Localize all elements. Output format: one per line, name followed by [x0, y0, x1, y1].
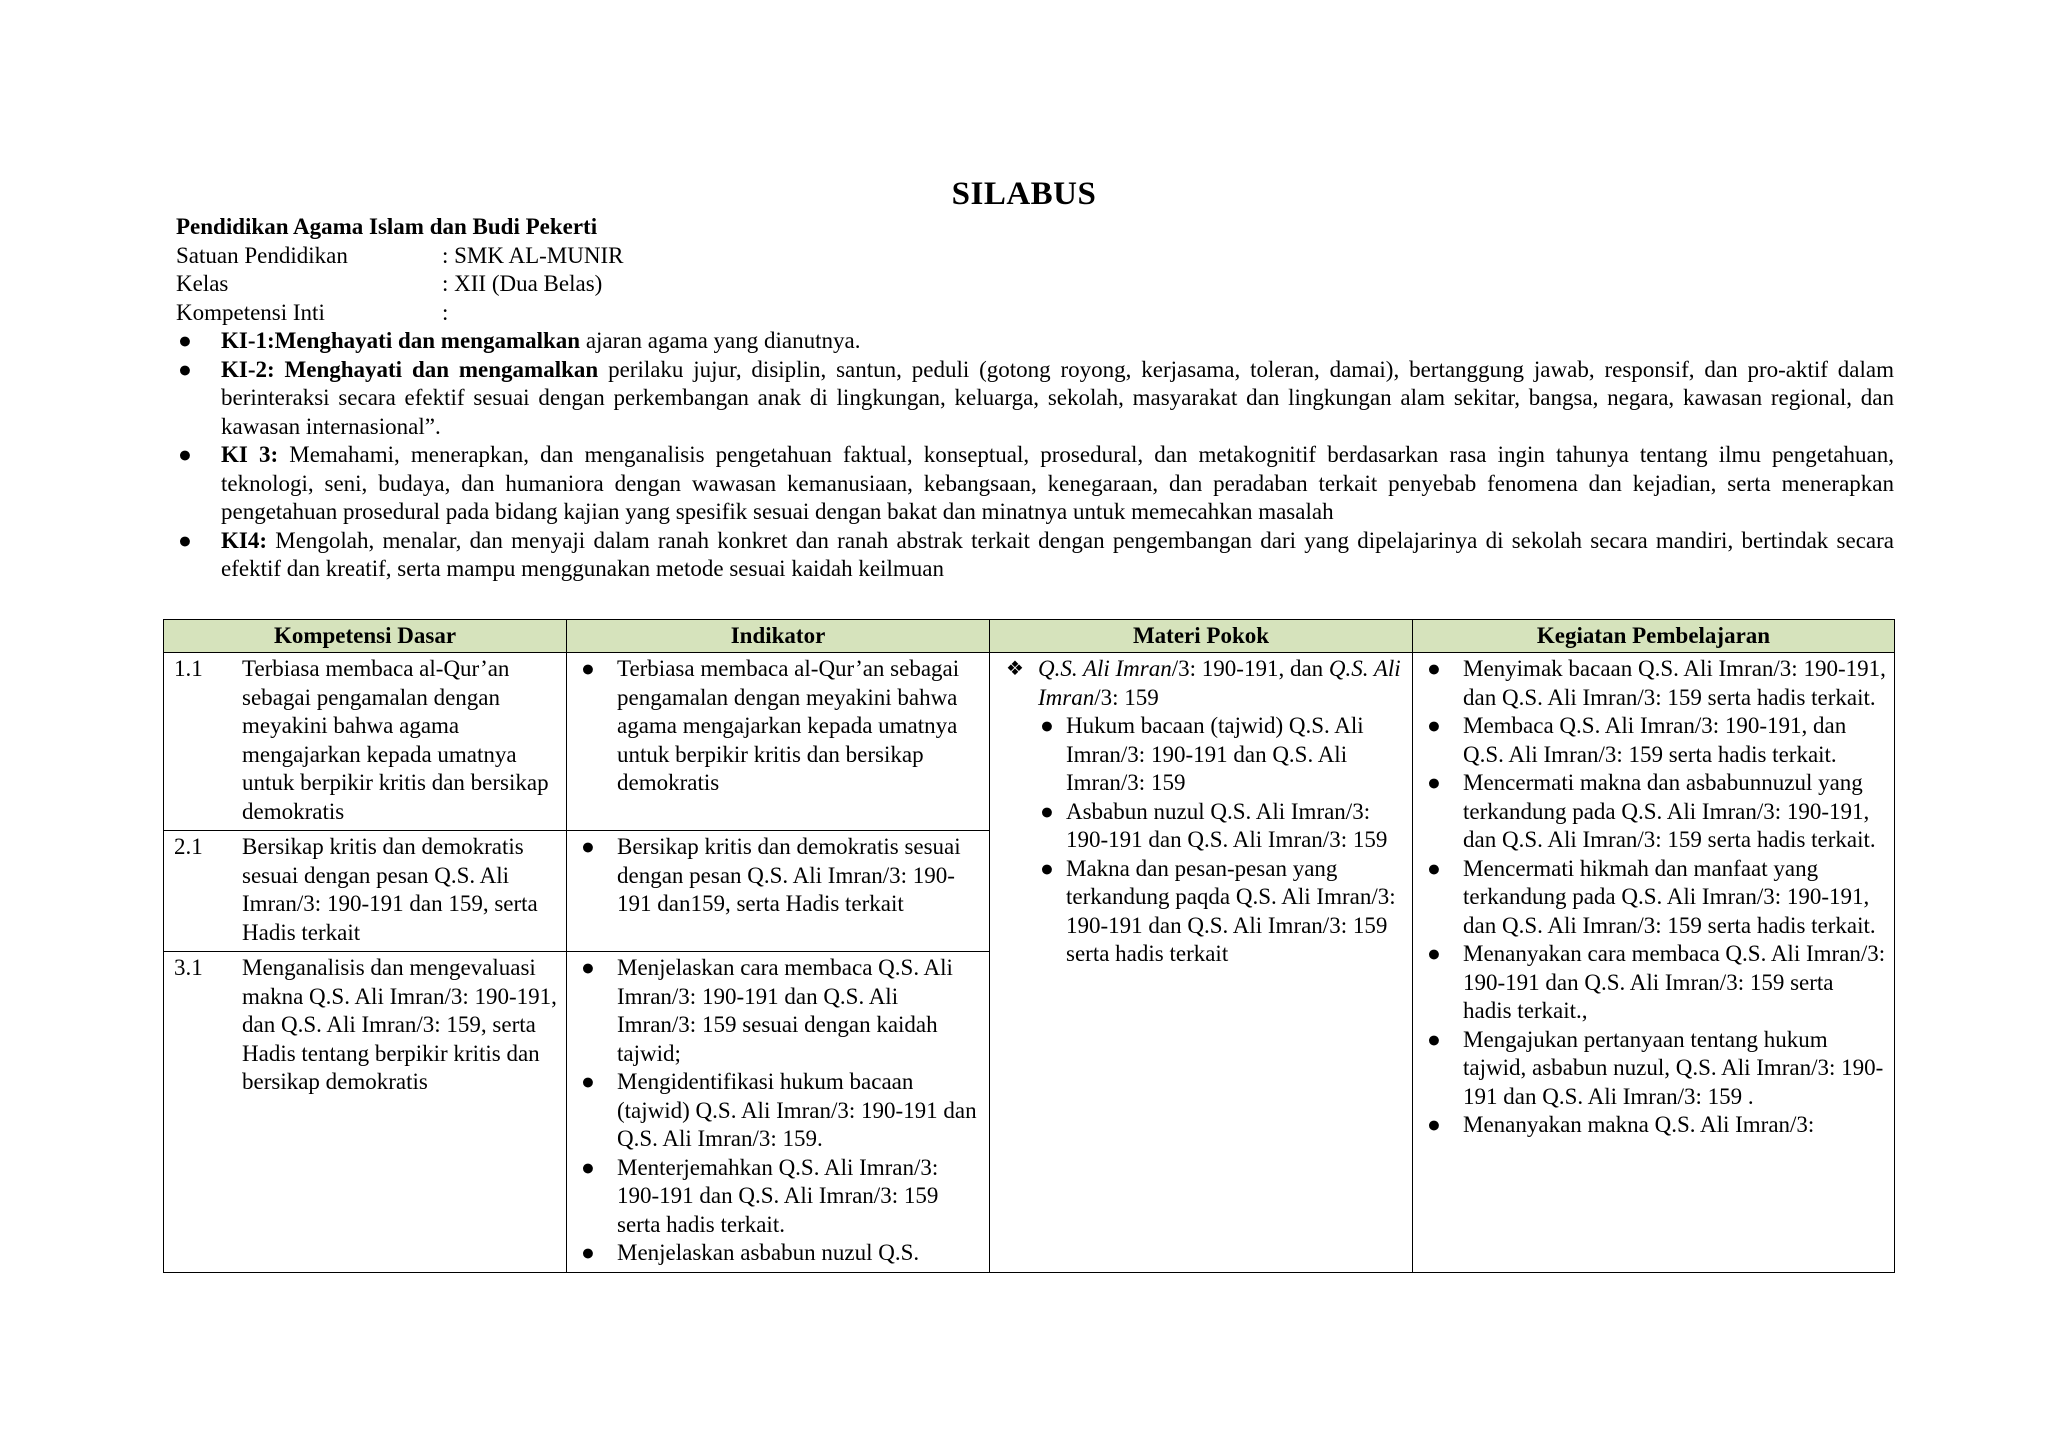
- kompetensi-inti-list: [176, 327, 1894, 584]
- indikator-text: Menjelaskan asbabun nuzul Q.S.: [617, 1240, 920, 1265]
- meta-label: Satuan Pendidikan: [176, 242, 348, 268]
- kegiatan-text: Mencermati makna dan asbabunnuzul yang terkandung pada Q.S. Ali Imran/3: 190-191, dan Q.S. Ali Imran/3: 159 serta hadis terkait.: [1463, 770, 1876, 852]
- syllabus-table: [163, 619, 1895, 1273]
- indikator-text: Menterjemahkan Q.S. Ali Imran/3: 190-191 dan Q.S. Ali Imran/3: 159 serta hadis terkait.: [617, 1154, 939, 1237]
- bullet-icon: ●: [581, 1154, 595, 1180]
- indikator-item: [577, 833, 981, 919]
- ki-item-1: [176, 327, 1894, 356]
- kegiatan-text: Membaca Q.S. Ali Imran/3: 190-191, dan Q.S. Ali Imran/3: 159 serta hadis terkait.: [1463, 713, 1847, 767]
- indikator-cell: [567, 831, 990, 952]
- ki-text: ajaran agama yang dianutnya.: [580, 328, 861, 353]
- ki-item-3: [176, 441, 1894, 527]
- ki-text: Mengolah, menalar, dan menyaji dalam ranah konkret dan ranah abstrak terkait dengan pengembangan dari yang dipelajarinya di sekolah secara mandiri, bertindak secara efektif dan kreatif, serta mampu menggunakan metode sesuai kaidah keilmuan: [221, 527, 1894, 581]
- materi-italic: Q.S. Ali Imran: [1038, 656, 1172, 681]
- meta-row-satuan: [176, 242, 1894, 271]
- materi-item: [1038, 798, 1404, 855]
- kegiatan-list: [1423, 655, 1886, 1140]
- bullet-icon: ●: [581, 834, 595, 859]
- bullet-icon: ●: [1427, 941, 1441, 966]
- kegiatan-cell: [1413, 653, 1895, 1273]
- materi-item: [1038, 712, 1404, 798]
- column-header: Kegiatan Pembelajaran: [1413, 620, 1895, 653]
- meta-value: : XII (Dua Belas): [442, 271, 603, 296]
- kegiatan-item: [1423, 1026, 1886, 1112]
- kegiatan-item: [1423, 855, 1886, 941]
- indikator-text: Menjelaskan cara membaca Q.S. Ali Imran/3: 190-191 dan Q.S. Ali Imran/3: 159 sesuai dengan kaidah tajwid;: [617, 955, 953, 1066]
- kd-cell: [164, 653, 567, 831]
- kd-cell: [164, 831, 567, 952]
- indikator-cell: [567, 653, 990, 831]
- meta-row-kompetensi-inti: [176, 299, 1894, 328]
- subject-title: Pendidikan Agama Islam dan Budi Pekerti: [176, 214, 598, 239]
- bullet-icon: ●: [581, 656, 595, 681]
- indikator-item: [577, 954, 981, 1068]
- indikator-item: [577, 1239, 981, 1268]
- materi-plain: /3: 190-191, dan: [1171, 656, 1329, 681]
- indikator-text: Bersikap kritis dan demokratis sesuai dengan pesan Q.S. Ali Imran/3: 190-191 dan159, serta Hadis terkait: [617, 834, 961, 916]
- bullet-icon: ●: [1040, 855, 1054, 881]
- kegiatan-item: [1423, 940, 1886, 1026]
- bullet-icon: ●: [1427, 855, 1441, 881]
- indikator-item: [577, 655, 981, 798]
- bullet-icon: ●: [178, 527, 192, 553]
- indikator-item: [577, 1068, 981, 1154]
- kegiatan-text: Menanyakan makna Q.S. Ali Imran/3:: [1463, 1112, 1815, 1137]
- meta-label: Kelas: [176, 271, 229, 296]
- materi-text: Asbabun nuzul Q.S. Ali Imran/3: 190-191 dan Q.S. Ali Imran/3: 159: [1066, 798, 1388, 852]
- kegiatan-item: [1423, 712, 1886, 769]
- kegiatan-text: Mengajukan pertanyaan tentang hukum tajwid, asbabun nuzul, Q.S. Ali Imran/3: 190-191 dan Q.S. Ali Imran/3: 159 .: [1463, 1026, 1884, 1109]
- materi-item: [1038, 855, 1404, 969]
- kd-number: 2.1: [174, 834, 203, 859]
- materi-plain: /3: 159: [1094, 684, 1159, 710]
- materi-italic: Q.S. Ali Imran: [1038, 656, 1401, 710]
- column-header: Materi Pokok: [990, 620, 1413, 653]
- bullet-icon: ●: [178, 356, 192, 382]
- indikator-text: Terbiasa membaca al-Qur’an sebagai pengamalan dengan meyakini bahwa agama mengajarkan kepada umatnya untuk berpikir kritis dan bersikap demokratis: [617, 656, 960, 795]
- bullet-icon: ●: [581, 1240, 595, 1265]
- ki-bold: KI-1:Menghayati dan mengamalkan: [221, 328, 581, 353]
- document-header: [176, 213, 1894, 584]
- bullet-icon: ●: [581, 1069, 595, 1094]
- table-row: [164, 653, 1895, 831]
- bullet-icon: ●: [1427, 770, 1441, 795]
- ki-text: perilaku jujur, disiplin, santun, peduli (gotong royong, kerjasama, toleran, damai), bertanggung jawab, responsif, dan pro-aktif dalam berinteraksi secara efektif sesuai dengan perkembangan anak di lingkungan, keluarga, sekolah, masyarakat dan lingkungan alam sekitar, bangsa, negara, kawasan regional, dan kawasan internasional”.: [221, 356, 1894, 439]
- materi-text: Hukum bacaan (tajwid) Q.S. Ali Imran/3: 190-191 dan Q.S. Ali Imran/3: 159: [1066, 713, 1364, 795]
- materi-text: Makna dan pesan-pesan yang terkandung paqda Q.S. Ali Imran/3: 190-191 dan Q.S. Ali Imran/3: 159 serta hadis terkait: [1066, 855, 1396, 966]
- bullet-icon: ●: [581, 955, 595, 980]
- ki-bold: KI 3:: [221, 442, 279, 467]
- meta-row-kelas: [176, 270, 1894, 299]
- kd-cell: [164, 952, 567, 1273]
- bullet-icon: ●: [1427, 656, 1441, 681]
- kd-number: 3.1: [174, 955, 203, 980]
- materi-heading: [1000, 655, 1404, 712]
- bullet-icon: ●: [1427, 1026, 1441, 1052]
- ki-item-4: [176, 527, 1894, 584]
- diamond-bullet-icon: ❖: [1006, 658, 1024, 680]
- materi-cell: [990, 653, 1413, 1273]
- kegiatan-text: Menyimak bacaan Q.S. Ali Imran/3: 190-191, dan Q.S. Ali Imran/3: 159 serta hadis terkait.: [1463, 656, 1886, 710]
- bullet-icon: ●: [178, 328, 192, 353]
- ki-item-2: [176, 356, 1894, 442]
- page-title: SILABUS: [951, 176, 1097, 212]
- table-header-row: [164, 620, 1895, 653]
- bullet-icon: ●: [1040, 798, 1054, 824]
- kd-text: Terbiasa membaca al-Qur’an sebagai pengamalan dengan meyakini bahwa agama mengajarkan kepada umatnya untuk berpikir kritis dan bersikap demokratis: [242, 656, 549, 824]
- indikator-text: Mengidentifikasi hukum bacaan (tajwid) Q.S. Ali Imran/3: 190-191 dan Q.S. Ali Imran/3: 159.: [617, 1069, 977, 1151]
- kd-number: 1.1: [174, 656, 203, 681]
- meta-value: : SMK AL-MUNIR: [442, 242, 624, 268]
- column-header: Indikator: [567, 620, 990, 653]
- bullet-icon: ●: [1427, 713, 1441, 738]
- ki-text: Memahami, menerapkan, dan menganalisis pengetahuan faktual, konseptual, prosedural, dan metakognitif berdasarkan rasa ingin tahunya tentang ilmu pengetahuan, teknologi, seni, budaya, dan humaniora dengan wawasan kemanusiaan, kebangsaan, kenegaraan, dan peradaban terkait penyebab fenomena dan kejadian, serta menerapkan pengetahuan prosedural pada bidang kajian yang spesifik sesuai dengan bakat dan minatnya untuk memecahkan masalah: [221, 442, 1894, 524]
- materi-list: [1000, 712, 1404, 969]
- indikator-item: [577, 1154, 981, 1240]
- kegiatan-text: Menanyakan cara membaca Q.S. Ali Imran/3: 190-191 dan Q.S. Ali Imran/3: 159 serta hadis terkait.,: [1463, 941, 1886, 1023]
- indikator-cell: [567, 952, 990, 1273]
- meta-label: Kompetensi Inti: [176, 299, 325, 325]
- bullet-icon: ●: [1040, 713, 1054, 738]
- kegiatan-item: [1423, 655, 1886, 712]
- bullet-icon: ●: [1427, 1112, 1441, 1137]
- ki-bold: KI-2: Menghayati dan mengamalkan: [221, 356, 599, 382]
- meta-value: :: [442, 299, 449, 325]
- bullet-icon: ●: [178, 442, 192, 467]
- kegiatan-text: Mencermati hikmah dan manfaat yang terkandung pada Q.S. Ali Imran/3: 190-191, dan Q.S. Ali Imran/3: 159 serta hadis terkait.: [1463, 855, 1876, 938]
- kegiatan-item: [1423, 1111, 1886, 1140]
- kd-text: Menganalisis dan mengevaluasi makna Q.S. Ali Imran/3: 190-191, dan Q.S. Ali Imran/3: 159, serta Hadis tentang berpikir kritis dan bersikap demokratis: [242, 955, 557, 1094]
- kd-text: Bersikap kritis dan demokratis sesuai dengan pesan Q.S. Ali Imran/3: 190-191 dan 159, serta Hadis terkait: [242, 834, 538, 945]
- ki-bold: KI4:: [221, 527, 267, 553]
- kegiatan-item: [1423, 769, 1886, 855]
- column-header: Kompetensi Dasar: [164, 620, 567, 653]
